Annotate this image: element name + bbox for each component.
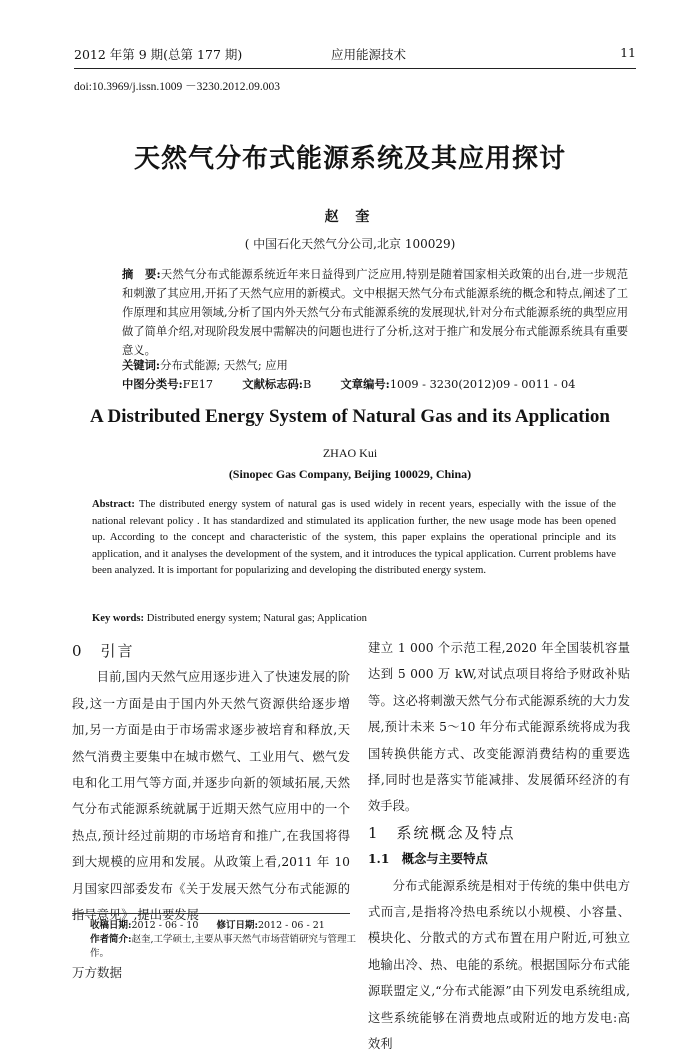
clc-value: FE17 bbox=[182, 378, 214, 391]
keywords-en-label: Key words: bbox=[92, 613, 145, 624]
keywords-cn-label: 关键词: bbox=[122, 358, 161, 372]
footnote-dates bbox=[90, 919, 358, 933]
clc-label: 中图分类号: bbox=[122, 377, 183, 391]
abstract-english bbox=[92, 497, 616, 580]
keywords-cn-text: 分布式能源; 天然气; 应用 bbox=[160, 359, 288, 372]
affiliation-chinese: ( 中国石化天然气分公司,北京 100029) bbox=[244, 237, 456, 251]
section-0-heading: 0 引言 bbox=[72, 642, 135, 660]
doc-code-label: 文献标志码: bbox=[242, 377, 303, 391]
abstract-en-text: The distributed energy system of natural gas is used widely in recent years, especially with the issue of the national relevant policy . It has standardized and stimulated its application further, the new usage mode has been opened up. According to the concept and characteristic of the system, this paper explains the operational principle and its application, and it analyses the development of the system, and it introduces the typical application. Current problems have been analyzed. It is important for popularizing and developing the distributed energy system. bbox=[92, 499, 616, 576]
section-1-1-paragraph: 分布式能源系统是相对于传统的集中供电方式而言,是指将冷热电系统以小规模、小容量、模块化、分散式的方式布置在用户附近,可独立地输出冷、热、电能的系统。根据国际分布式能源联盟定义,“分布式能源”由下列发电系统组成,这些系统能够在消费地点或附近的地方发电:高效利 bbox=[368, 878, 630, 1052]
header-divider bbox=[74, 68, 636, 69]
received-label: 收稿日期: bbox=[90, 920, 132, 931]
body-column-left bbox=[72, 638, 350, 928]
revised-label: 修订日期: bbox=[216, 920, 258, 931]
author-bio-label: 作者简介: bbox=[90, 934, 132, 945]
page-number: 11 bbox=[620, 45, 636, 60]
footnote-author bbox=[90, 933, 358, 961]
issue-info: 2012 年第 9 期(总第 177 期) bbox=[74, 47, 243, 62]
footnote bbox=[90, 919, 358, 961]
abstract-chinese bbox=[122, 265, 628, 360]
section-0-paragraph-continued: 建立 1 000 个示范工程,2020 年全国装机容量达到 5 000 万 kW,对试点项目将给予财政补贴等。这必将刺激天然气分布式能源系统的大力发展,预计未来 5～10 年分布式能源系统将成为我国转换供能方式、改变能源消费结构的重要选择,同时也是落实节能减排、发展循环经济的有效手段。 bbox=[368, 641, 630, 814]
author-english: ZHAO Kui bbox=[322, 446, 378, 460]
keywords-en-text: Distributed energy system; Natural gas; Application bbox=[144, 613, 367, 624]
doi: doi:10.3969/j.issn.1009 －3230.2012.09.003 bbox=[74, 81, 281, 93]
watermark: 万方数据 bbox=[72, 965, 123, 980]
running-header bbox=[74, 45, 636, 67]
author-bio-text: 赵奎,工学硕士,主要从事天然气市场营销研究与管理工作。 bbox=[90, 934, 357, 959]
section-1-heading: 1 系统概念及特点 bbox=[368, 823, 516, 842]
article-number-value: 1009 - 3230(2012)09 - 0011 - 04 bbox=[389, 378, 576, 391]
author-chinese: 赵 奎 bbox=[324, 209, 376, 225]
abstract-cn-text: 天然气分布式能源系统近年来日益得到广泛应用,特别是随着国家相关政策的出台,进一步规范和刺激了其应用,开拓了天然气应用的新模式。文中根据天然气分布式能源系统的概念和特点,阐述了工作原理和其应用领域,分析了国内外天然气分布式能源系统的发展现状,针对分布式能源系统的典型应用做了简单介绍,对现阶段发展中需解决的问题也进行了分析,这对于推广和发展分布式能源系统具有重要意义。 bbox=[122, 268, 629, 357]
title-english: A Distributed Energy System of Natural Gas and its Application bbox=[90, 406, 610, 427]
journal-name: 应用能源技术 bbox=[331, 47, 407, 62]
revised-date: 2012 - 06 - 21 bbox=[257, 920, 325, 931]
keywords-chinese bbox=[122, 357, 288, 373]
classification-line bbox=[122, 376, 575, 392]
section-0-paragraph: 目前,国内天然气应用逐步进入了快速发展的阶段,这一方面是由于国内外天然气资源供给逐步增加,另一方面是由于市场需求逐步被培育和释放,天然气消费主要集中在城市燃气、工业用气、燃气发电和化工用气等方面,并逐步向新的领域拓展,天然气分布式能源系统就属于近期天然气应用中的一个热点,预计经过前期的市场培育和推广,在我国将得到大规模的应用和发展。从政策上看,2011 年 10 月国家四部委发布《关于发展天然气分布式能源的指导意见》,提出要发展 bbox=[72, 670, 350, 923]
body-column-right bbox=[368, 635, 630, 1058]
title-chinese: 天然气分布式能源系统及其应用探讨 bbox=[133, 144, 566, 174]
received-date: 2012 - 06 - 10 bbox=[131, 920, 199, 931]
footnote-divider bbox=[72, 913, 350, 914]
abstract-en-label: Abstract: bbox=[92, 499, 135, 510]
keywords-english bbox=[92, 613, 367, 624]
article-number-label: 文章编号: bbox=[340, 377, 390, 391]
abstract-cn-label: 摘 要: bbox=[122, 267, 161, 281]
section-1-1-heading: 1.1 概念与主要特点 bbox=[368, 851, 488, 867]
doc-code-value: B bbox=[302, 378, 312, 391]
affiliation-english: (Sinopec Gas Company, Beijing 100029, China) bbox=[228, 467, 472, 481]
